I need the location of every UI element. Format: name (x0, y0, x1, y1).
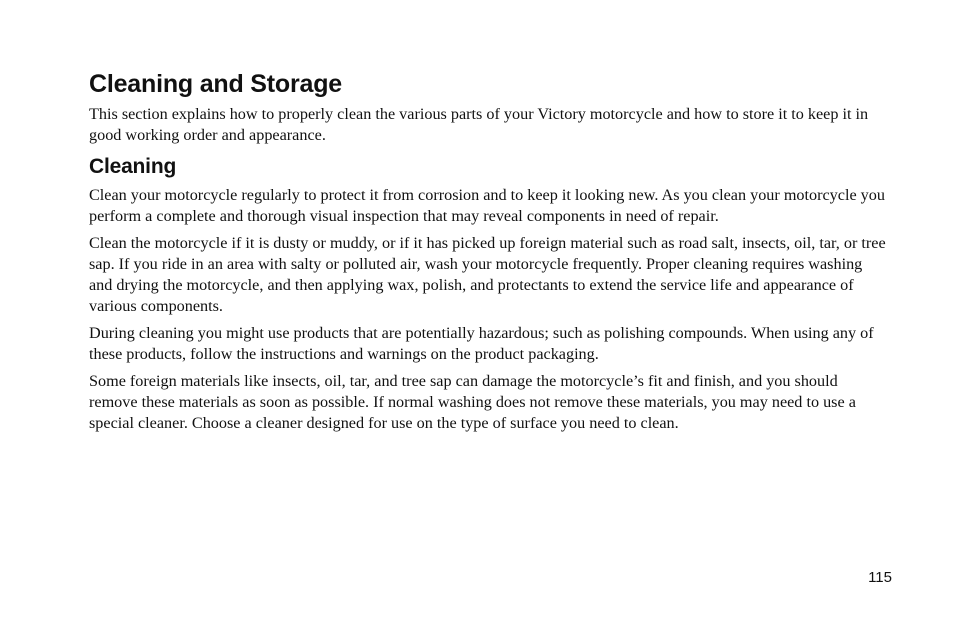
paragraph: During cleaning you might use products that are potentially hazardous; such as polishing compounds. When using any of these products, follow the instructions and warnings on the product packaging. (89, 324, 874, 363)
paragraph: Some foreign materials like insects, oil, tar, and tree sap can damage the motorcycle’s fit and finish, and you should remove these materials as soon as possible. If normal washing does not remove these materials, you may need to use a special cleaner. Choose a cleaner designed for use on the type of surface you need to clean. (89, 372, 856, 432)
intro-paragraph: This section explains how to properly clean the various parts of your Victory motorcycle and how to store it to keep it in good working order and appearance. (89, 105, 869, 144)
paragraph: Clean the motorcycle if it is dusty or muddy, or if it has picked up foreign material such as road salt, insects, oil, tar, or tree sap. If you ride in an area with salty or polluted air, wash your motorcycle frequently. Proper cleaning requires washing and drying the motorcycle, and then applying wax, polish, and protectants to extend the service life and appearance of various components. (89, 234, 886, 315)
page-content (89, 68, 889, 440)
section-heading: Cleaning and Storage (89, 70, 342, 98)
subsection-heading: Cleaning (89, 155, 177, 178)
page-number: 115 (868, 569, 892, 586)
paragraph: Clean your motorcycle regularly to protect it from corrosion and to keep it looking new. As you clean your motorcycle you perform a complete and thorough visual inspection that may reveal components in need of repair. (89, 186, 885, 225)
